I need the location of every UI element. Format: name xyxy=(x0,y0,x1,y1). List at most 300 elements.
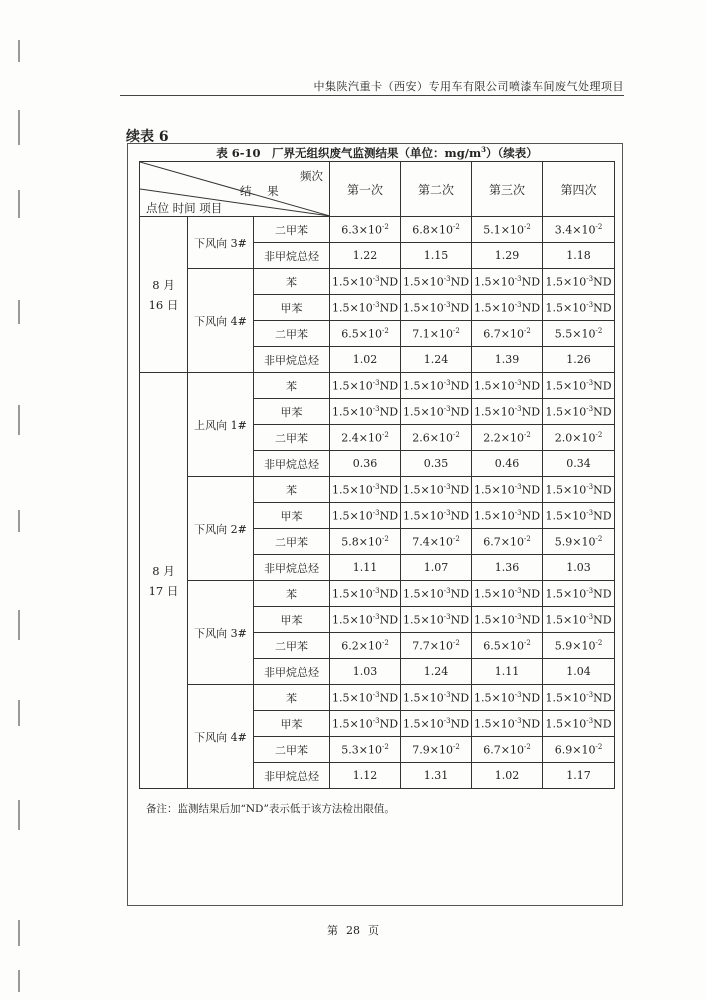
value-flag: ND xyxy=(521,301,541,315)
value-mantissa: 6.3×10 xyxy=(341,223,382,237)
value-cell xyxy=(401,711,472,737)
value-mantissa: 1.5×10 xyxy=(332,275,373,289)
value-exponent: -3 xyxy=(514,586,522,595)
monitoring-results-table xyxy=(139,161,615,789)
value-cell xyxy=(543,451,615,477)
table-row xyxy=(140,373,615,399)
value-exponent: -3 xyxy=(372,612,380,621)
value-mantissa: 1.5×10 xyxy=(403,301,444,315)
value-cell xyxy=(401,347,472,373)
continuation-label: 续表 6 xyxy=(126,129,169,145)
value-exponent: -3 xyxy=(443,508,451,517)
value-cell xyxy=(330,269,401,295)
value-exponent: -3 xyxy=(514,482,522,491)
value-flag: ND xyxy=(379,275,399,289)
value-mantissa: 2.6×10 xyxy=(412,431,453,445)
value-cell xyxy=(330,711,401,737)
value-cell xyxy=(472,399,543,425)
site-cell: 下风向 3# xyxy=(188,217,254,269)
value-mantissa: 1.5×10 xyxy=(403,691,444,705)
parameter-cell: 二甲苯 xyxy=(254,321,330,347)
value-exponent: -3 xyxy=(443,300,451,309)
header-row xyxy=(140,162,615,217)
value-mantissa: 1.22 xyxy=(352,249,378,262)
value-flag: ND xyxy=(379,509,399,523)
value-cell xyxy=(472,347,543,373)
parameter-cell: 二甲苯 xyxy=(254,425,330,451)
value-cell xyxy=(401,607,472,633)
value-exponent: -3 xyxy=(586,612,594,621)
value-flag: ND xyxy=(521,483,541,497)
value-exponent: -3 xyxy=(372,716,380,725)
value-mantissa: 1.5×10 xyxy=(403,379,444,393)
value-cell xyxy=(543,633,615,659)
value-exponent: -3 xyxy=(586,690,594,699)
value-flag: ND xyxy=(593,509,612,523)
value-mantissa: 1.5×10 xyxy=(403,275,444,289)
value-cell xyxy=(543,581,615,607)
value-cell xyxy=(330,503,401,529)
value-cell xyxy=(401,763,472,789)
table-caption xyxy=(140,145,614,161)
value-mantissa: 1.5×10 xyxy=(403,405,444,419)
value-cell xyxy=(472,659,543,685)
value-cell xyxy=(330,321,401,347)
value-flag: ND xyxy=(379,613,399,627)
value-mantissa: 1.03 xyxy=(566,561,591,574)
table-row xyxy=(140,477,615,503)
value-exponent: -3 xyxy=(586,586,594,595)
value-cell xyxy=(401,269,472,295)
value-exponent: -2 xyxy=(452,222,460,231)
value-mantissa: 1.5×10 xyxy=(332,483,373,497)
value-cell xyxy=(330,685,401,711)
value-cell xyxy=(543,269,615,295)
value-cell xyxy=(330,295,401,321)
value-exponent: -3 xyxy=(514,690,522,699)
value-mantissa: 1.5×10 xyxy=(545,613,587,627)
parameter-cell: 二甲苯 xyxy=(254,633,330,659)
value-cell xyxy=(543,373,615,399)
table-note: 备注：监测结果后加“ND”表示低于该方法检出限值。 xyxy=(146,803,395,815)
value-cell xyxy=(330,633,401,659)
value-mantissa: 6.9×10 xyxy=(554,743,596,757)
value-exponent: -2 xyxy=(595,222,603,231)
parameter-cell: 苯 xyxy=(254,581,330,607)
page-prefix: 第 xyxy=(327,924,338,937)
value-cell xyxy=(543,503,615,529)
value-mantissa: 1.5×10 xyxy=(403,717,444,731)
value-cell xyxy=(543,555,615,581)
value-exponent: -3 xyxy=(586,404,594,413)
value-exponent: -3 xyxy=(586,274,594,283)
value-exponent: -2 xyxy=(381,222,389,231)
value-mantissa: 6.5×10 xyxy=(341,327,382,341)
value-mantissa: 1.5×10 xyxy=(332,405,373,419)
parameter-cell: 二甲苯 xyxy=(254,737,330,763)
value-mantissa: 1.24 xyxy=(423,353,449,366)
value-exponent: -2 xyxy=(523,534,531,543)
value-mantissa: 1.5×10 xyxy=(545,509,587,523)
value-exponent: -3 xyxy=(443,716,451,725)
value-cell xyxy=(472,685,543,711)
value-cell xyxy=(401,321,472,347)
value-cell xyxy=(330,659,401,685)
value-exponent: -2 xyxy=(523,742,531,751)
value-flag: ND xyxy=(593,691,612,705)
value-cell xyxy=(401,399,472,425)
value-exponent: -2 xyxy=(452,638,460,647)
value-mantissa: 2.4×10 xyxy=(341,431,382,445)
value-mantissa: 5.9×10 xyxy=(554,639,596,653)
value-flag: ND xyxy=(521,405,541,419)
value-mantissa: 1.5×10 xyxy=(474,379,515,393)
value-cell xyxy=(401,633,472,659)
value-exponent: -3 xyxy=(372,482,380,491)
column-header: 第一次 xyxy=(330,162,401,217)
value-mantissa: 0.35 xyxy=(423,457,449,470)
value-cell xyxy=(472,425,543,451)
value-mantissa: 1.5×10 xyxy=(474,405,515,419)
value-mantissa: 1.02 xyxy=(494,769,520,782)
value-flag: ND xyxy=(593,613,612,627)
value-mantissa: 1.5×10 xyxy=(403,613,444,627)
value-cell xyxy=(472,711,543,737)
value-mantissa: 1.5×10 xyxy=(545,483,587,497)
value-flag: ND xyxy=(379,483,399,497)
page-number-value: 28 xyxy=(346,924,360,937)
date-cell xyxy=(140,217,188,373)
value-exponent: -2 xyxy=(452,742,460,751)
value-cell xyxy=(401,529,472,555)
value-flag: ND xyxy=(593,275,612,289)
value-exponent: -2 xyxy=(523,222,531,231)
value-cell xyxy=(472,295,543,321)
value-cell xyxy=(401,503,472,529)
parameter-cell: 甲苯 xyxy=(254,503,330,529)
value-cell xyxy=(330,477,401,503)
value-cell xyxy=(330,425,401,451)
parameter-cell: 非甲烷总烃 xyxy=(254,243,330,269)
value-exponent: -2 xyxy=(595,430,603,439)
value-mantissa: 1.11 xyxy=(494,665,520,678)
parameter-cell: 非甲烷总烃 xyxy=(254,451,330,477)
value-cell xyxy=(543,711,615,737)
date-line: 8 月 xyxy=(152,563,175,578)
value-cell xyxy=(330,555,401,581)
value-cell xyxy=(543,763,615,789)
value-mantissa: 1.5×10 xyxy=(545,587,587,601)
value-mantissa: 0.36 xyxy=(352,457,378,470)
site-cell: 下风向 4# xyxy=(188,269,254,373)
site-cell: 下风向 2# xyxy=(188,477,254,581)
value-mantissa: 7.9×10 xyxy=(412,743,453,757)
value-exponent: -3 xyxy=(443,274,451,283)
value-exponent: -2 xyxy=(523,430,531,439)
value-exponent: -3 xyxy=(372,404,380,413)
value-exponent: -3 xyxy=(514,612,522,621)
value-exponent: -2 xyxy=(452,534,460,543)
parameter-cell: 苯 xyxy=(254,477,330,503)
value-cell xyxy=(543,399,615,425)
date-cell xyxy=(140,373,188,789)
value-mantissa: 1.5×10 xyxy=(474,509,515,523)
value-flag: ND xyxy=(450,379,470,393)
value-mantissa: 1.5×10 xyxy=(474,717,515,731)
value-mantissa: 0.46 xyxy=(494,457,520,470)
column-header: 第二次 xyxy=(401,162,472,217)
value-cell xyxy=(330,399,401,425)
value-mantissa: 6.5×10 xyxy=(483,639,524,653)
value-exponent: -2 xyxy=(381,638,389,647)
value-cell xyxy=(401,737,472,763)
value-mantissa: 1.29 xyxy=(494,249,520,262)
parameter-cell: 苯 xyxy=(254,685,330,711)
value-cell xyxy=(543,295,615,321)
value-exponent: -3 xyxy=(514,508,522,517)
value-mantissa: 2.0×10 xyxy=(554,431,596,445)
date-line: 17 日 xyxy=(148,583,179,598)
value-exponent: -2 xyxy=(523,638,531,647)
value-flag: ND xyxy=(521,691,541,705)
value-exponent: -3 xyxy=(514,274,522,283)
value-cell xyxy=(472,737,543,763)
value-flag: ND xyxy=(521,587,541,601)
value-exponent: -3 xyxy=(514,378,522,387)
value-cell xyxy=(472,581,543,607)
value-cell xyxy=(472,555,543,581)
parameter-cell: 非甲烷总烃 xyxy=(254,763,330,789)
value-cell xyxy=(543,737,615,763)
value-cell xyxy=(330,581,401,607)
value-cell xyxy=(330,529,401,555)
value-mantissa: 7.4×10 xyxy=(412,535,453,549)
value-mantissa: 1.5×10 xyxy=(545,275,587,289)
value-flag: ND xyxy=(593,379,612,393)
value-flag: ND xyxy=(379,717,399,731)
value-cell xyxy=(472,217,543,243)
value-exponent: -2 xyxy=(381,430,389,439)
value-mantissa: 5.3×10 xyxy=(341,743,382,757)
value-flag: ND xyxy=(593,301,612,315)
page-suffix: 页 xyxy=(368,924,379,937)
value-exponent: -3 xyxy=(586,378,594,387)
parameter-cell: 苯 xyxy=(254,373,330,399)
date-line: 16 日 xyxy=(148,297,179,312)
caption-unit-superscript: 3 xyxy=(481,145,486,155)
value-flag: ND xyxy=(450,301,470,315)
parameter-cell: 二甲苯 xyxy=(254,217,330,243)
value-mantissa: 1.5×10 xyxy=(545,301,587,315)
value-mantissa: 5.9×10 xyxy=(554,535,596,549)
value-cell xyxy=(543,217,615,243)
value-exponent: -3 xyxy=(586,508,594,517)
value-mantissa: 1.5×10 xyxy=(403,483,444,497)
value-mantissa: 6.7×10 xyxy=(483,743,524,757)
value-mantissa: 1.5×10 xyxy=(474,587,515,601)
parameter-cell: 苯 xyxy=(254,269,330,295)
value-flag: ND xyxy=(379,691,399,705)
value-flag: ND xyxy=(450,613,470,627)
parameter-cell: 甲苯 xyxy=(254,711,330,737)
value-mantissa: 1.5×10 xyxy=(403,509,444,523)
value-mantissa: 1.11 xyxy=(352,561,378,574)
binding-marks xyxy=(18,0,22,1000)
value-exponent: -2 xyxy=(595,638,603,647)
value-mantissa: 5.1×10 xyxy=(483,223,524,237)
value-mantissa: 1.5×10 xyxy=(474,275,515,289)
value-cell xyxy=(543,477,615,503)
value-exponent: -2 xyxy=(595,326,603,335)
value-mantissa: 1.26 xyxy=(566,353,591,366)
value-cell xyxy=(401,685,472,711)
value-flag: ND xyxy=(450,587,470,601)
value-cell xyxy=(401,425,472,451)
value-mantissa: 6.2×10 xyxy=(341,639,382,653)
column-header: 第三次 xyxy=(472,162,543,217)
value-cell xyxy=(472,503,543,529)
value-mantissa: 7.1×10 xyxy=(412,327,453,341)
value-cell xyxy=(543,607,615,633)
value-mantissa: 5.8×10 xyxy=(341,535,382,549)
parameter-cell: 非甲烷总烃 xyxy=(254,347,330,373)
value-cell xyxy=(330,451,401,477)
table-row xyxy=(140,581,615,607)
value-mantissa: 1.04 xyxy=(566,665,591,678)
value-flag: ND xyxy=(521,717,541,731)
table-row xyxy=(140,217,615,243)
value-flag: ND xyxy=(450,275,470,289)
value-cell xyxy=(472,633,543,659)
value-mantissa: 1.5×10 xyxy=(403,587,444,601)
value-cell xyxy=(330,217,401,243)
value-exponent: -3 xyxy=(514,300,522,309)
value-exponent: -3 xyxy=(372,300,380,309)
date-line: 8 月 xyxy=(152,277,175,292)
value-mantissa: 1.5×10 xyxy=(332,587,373,601)
caption-suffix: ）（续表） xyxy=(485,146,538,160)
parameter-cell: 非甲烷总烃 xyxy=(254,659,330,685)
value-cell xyxy=(472,243,543,269)
value-mantissa: 1.5×10 xyxy=(332,613,373,627)
value-exponent: -3 xyxy=(372,274,380,283)
value-mantissa: 0.34 xyxy=(566,457,591,470)
table-row xyxy=(140,685,615,711)
value-cell xyxy=(472,529,543,555)
value-flag: ND xyxy=(450,509,470,523)
value-exponent: -2 xyxy=(595,742,603,751)
value-exponent: -2 xyxy=(452,326,460,335)
value-cell xyxy=(401,217,472,243)
value-flag: ND xyxy=(450,405,470,419)
value-cell xyxy=(401,243,472,269)
value-flag: ND xyxy=(593,405,612,419)
value-mantissa: 1.17 xyxy=(566,769,591,782)
value-mantissa: 1.5×10 xyxy=(474,613,515,627)
value-flag: ND xyxy=(521,379,541,393)
value-mantissa: 3.4×10 xyxy=(554,223,596,237)
value-mantissa: 1.12 xyxy=(352,769,378,782)
value-exponent: -2 xyxy=(523,326,531,335)
value-mantissa: 1.39 xyxy=(494,353,520,366)
value-exponent: -3 xyxy=(586,300,594,309)
value-mantissa: 1.5×10 xyxy=(545,717,587,731)
value-exponent: -3 xyxy=(514,404,522,413)
project-header: 中集陕汽重卡（西安）专用车有限公司喷漆车间废气处理项目 xyxy=(313,80,624,93)
table-row xyxy=(140,269,615,295)
value-mantissa: 1.15 xyxy=(423,249,449,262)
value-mantissa: 1.36 xyxy=(494,561,520,574)
value-flag: ND xyxy=(379,301,399,315)
corner-result: 结 果 xyxy=(240,184,285,198)
parameter-cell: 非甲烷总烃 xyxy=(254,555,330,581)
value-mantissa: 2.2×10 xyxy=(483,431,524,445)
diagonal-header-cell xyxy=(140,162,330,217)
value-mantissa: 1.5×10 xyxy=(332,379,373,393)
value-mantissa: 6.7×10 xyxy=(483,535,524,549)
value-mantissa: 1.5×10 xyxy=(332,509,373,523)
parameter-cell: 二甲苯 xyxy=(254,529,330,555)
header-rule xyxy=(120,95,624,96)
value-mantissa: 1.5×10 xyxy=(332,691,373,705)
value-cell xyxy=(472,477,543,503)
value-exponent: -2 xyxy=(381,326,389,335)
value-flag: ND xyxy=(379,587,399,601)
value-mantissa: 1.31 xyxy=(423,769,449,782)
value-exponent: -3 xyxy=(443,404,451,413)
value-mantissa: 1.5×10 xyxy=(474,483,515,497)
value-flag: ND xyxy=(521,509,541,523)
value-mantissa: 1.5×10 xyxy=(474,301,515,315)
value-exponent: -3 xyxy=(443,482,451,491)
value-flag: ND xyxy=(521,275,541,289)
value-mantissa: 1.5×10 xyxy=(332,301,373,315)
value-exponent: -3 xyxy=(443,586,451,595)
value-mantissa: 1.24 xyxy=(423,665,449,678)
value-exponent: -2 xyxy=(381,534,389,543)
parameter-cell: 甲苯 xyxy=(254,607,330,633)
value-cell xyxy=(543,321,615,347)
value-mantissa: 5.5×10 xyxy=(554,327,596,341)
value-exponent: -3 xyxy=(443,690,451,699)
value-mantissa: 1.5×10 xyxy=(332,717,373,731)
value-mantissa: 6.8×10 xyxy=(412,223,453,237)
value-mantissa: 1.5×10 xyxy=(545,405,587,419)
value-mantissa: 1.07 xyxy=(423,561,449,574)
value-cell xyxy=(401,477,472,503)
column-header: 第四次 xyxy=(543,162,615,217)
value-exponent: -2 xyxy=(595,534,603,543)
corner-frequency: 频次 xyxy=(300,169,324,183)
value-mantissa: 1.5×10 xyxy=(545,691,587,705)
value-exponent: -2 xyxy=(381,742,389,751)
value-exponent: -3 xyxy=(443,378,451,387)
value-cell xyxy=(330,737,401,763)
value-exponent: -3 xyxy=(372,378,380,387)
caption-prefix: 表 6-10 厂界无组织废气监测结果（单位：mg/m xyxy=(216,146,482,160)
value-exponent: -3 xyxy=(586,482,594,491)
value-flag: ND xyxy=(379,379,399,393)
value-flag: ND xyxy=(450,483,470,497)
value-flag: ND xyxy=(593,717,612,731)
value-exponent: -3 xyxy=(372,690,380,699)
value-exponent: -2 xyxy=(452,430,460,439)
value-cell xyxy=(401,373,472,399)
value-cell xyxy=(472,269,543,295)
value-mantissa: 1.5×10 xyxy=(545,379,587,393)
value-exponent: -3 xyxy=(372,508,380,517)
site-cell: 下风向 3# xyxy=(188,581,254,685)
